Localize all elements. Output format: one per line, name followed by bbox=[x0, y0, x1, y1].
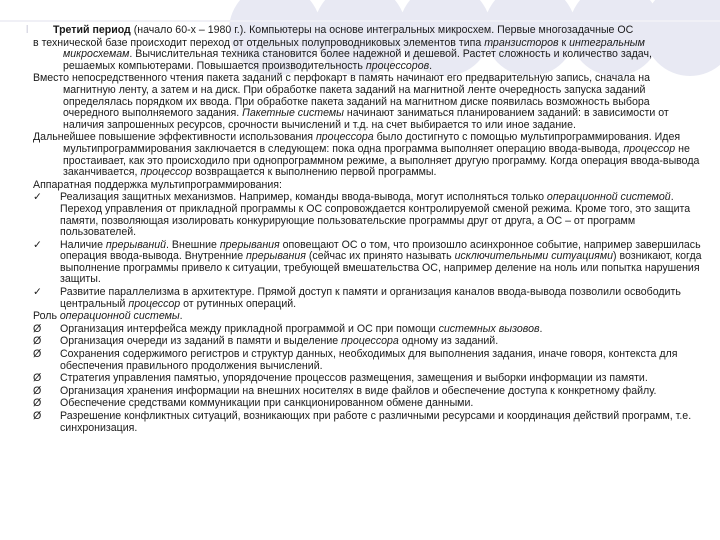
bullet-marker: l bbox=[26, 24, 29, 36]
list-item: Ø Разрешение конфликтных ситуаций, возникающих при работе с различными ресурсами и координация действий программ, т.е. синхронизация. bbox=[33, 410, 692, 434]
heading-rest: (начало 60-х – 1980 г.). Компьютеры на основе интегральных микросхем. Первые многозадачные ОС bbox=[130, 24, 634, 36]
section-heading bbox=[26, 24, 705, 37]
arrow-bullet-icon: Ø bbox=[33, 410, 42, 422]
list-item: Ø Организация хранения информации на внешних носителях в виде файлов и обеспечение доступа к конкретному файлу. bbox=[33, 384, 657, 397]
list-item: Ø Организация интерфейса между прикладной программой и ОС при помощи системных вызовов. bbox=[33, 322, 543, 335]
list-item: Ø Обеспечение средствами коммуникации при санкционированном обмене данными. bbox=[33, 397, 474, 410]
paragraph-tech-base: в технической базе происходит переход от отдельных полупроводниковых элементов типа транзисторов к интегральным микросхемам. Вычислительная техника становится более надежной и дешевой. Растет сложность и количество задач, решаемых компьютерами. Повышается производительность процессоров. bbox=[33, 36, 652, 72]
paragraph-multiprogramming: Дальнейшее повышение эффективности использования процессора было достигнуто с помощью мультипрограммирования. Идея мультипрограммирования заключается в следующем: пока одна программа выполняет операцию ввода-вывода, процессор не простаивает, как это происходило при однопрограммном режиме, а выполняет другую программу. Когда операция ввода-вывода заканчивается, процессор возвращается к выполнению первой программы. bbox=[33, 131, 700, 179]
heading-text bbox=[53, 25, 705, 37]
arrow-bullet-icon: Ø bbox=[33, 348, 42, 361]
check-icon: ✓ bbox=[33, 286, 42, 299]
heading-bold: Третий период bbox=[53, 24, 131, 36]
arrow-bullet-icon: Ø bbox=[33, 397, 42, 410]
list-item: ✓ Наличие прерываний. Внешние прерывания оповещают ОС о том, что произошло асинхронное событие, например завершилась операция ввода-вывода. Внутренние прерывания (сейчас их принято называть исключительными ситуациями) возникают, когда выполнение программы привело к ситуации, требующей вмешательства ОС, например деление на ноль или попытка нарушения защиты. bbox=[33, 238, 702, 286]
document-body bbox=[26, 24, 705, 435]
check-icon: ✓ bbox=[33, 191, 42, 204]
hardware-support-heading: Аппаратная поддержка мультипрограммирования: bbox=[33, 178, 282, 191]
list-item: ✓ Развитие параллелизма в архитектуре. Прямой доступ к памяти и организация каналов ввода-вывода позволили освободить центральный процессор от рутинных операций. bbox=[33, 286, 681, 310]
check-icon: ✓ bbox=[33, 238, 42, 251]
list-item: ✓ Реализация защитных механизмов. Например, команды ввода-вывода, могут исполняться только операционной системой. Переход управления от прикладной программы к ОС сопровождается контролируемой сменой режима. Кроме того, это защита памяти, позволяющая изолировать конкурирующие пользовательские программы друг от друга, а ОС – от программ пользователей. bbox=[33, 191, 691, 239]
os-role-heading: Роль операционной системы. bbox=[33, 310, 183, 323]
arrow-bullet-icon: Ø bbox=[33, 384, 42, 397]
list-item: Ø Организация очереди из заданий в памяти и выделение процессора одному из заданий. bbox=[33, 335, 499, 348]
arrow-bullet-icon: Ø bbox=[33, 335, 42, 348]
paragraph-batch: Вместо непосредственного чтения пакета заданий с перфокарт в память начинают его предварительную запись, сначала на магнитную ленту, а затем и на диск. При обработке пакета заданий на магнитной ленте очередность запуска заданий определялась порядком их ввода. При обработке пакета заданий на магнитном диске появилась возможность выбора очередного выполняемого задания. Пакетные системы начинают заниматься планированием заданий: в зависимости от наличия запрошенных ресурсов, срочности вычислений и т.д. на счет выбирается то или иное задание. bbox=[33, 72, 669, 131]
arrow-bullet-icon: Ø bbox=[33, 372, 42, 385]
decor-rule bbox=[0, 20, 720, 22]
list-item: Ø Стратегия управления памятью, упорядочение процессов размещения, замещения и выборки информации из памяти. bbox=[33, 372, 648, 385]
arrow-bullet-icon: Ø bbox=[33, 322, 42, 335]
list-item: Ø Сохранения содержимого регистров и структур данных, необходимых для выполнения задания, иначе говоря, контекста для обеспечения правильного продолжения вычислений. bbox=[33, 348, 678, 372]
